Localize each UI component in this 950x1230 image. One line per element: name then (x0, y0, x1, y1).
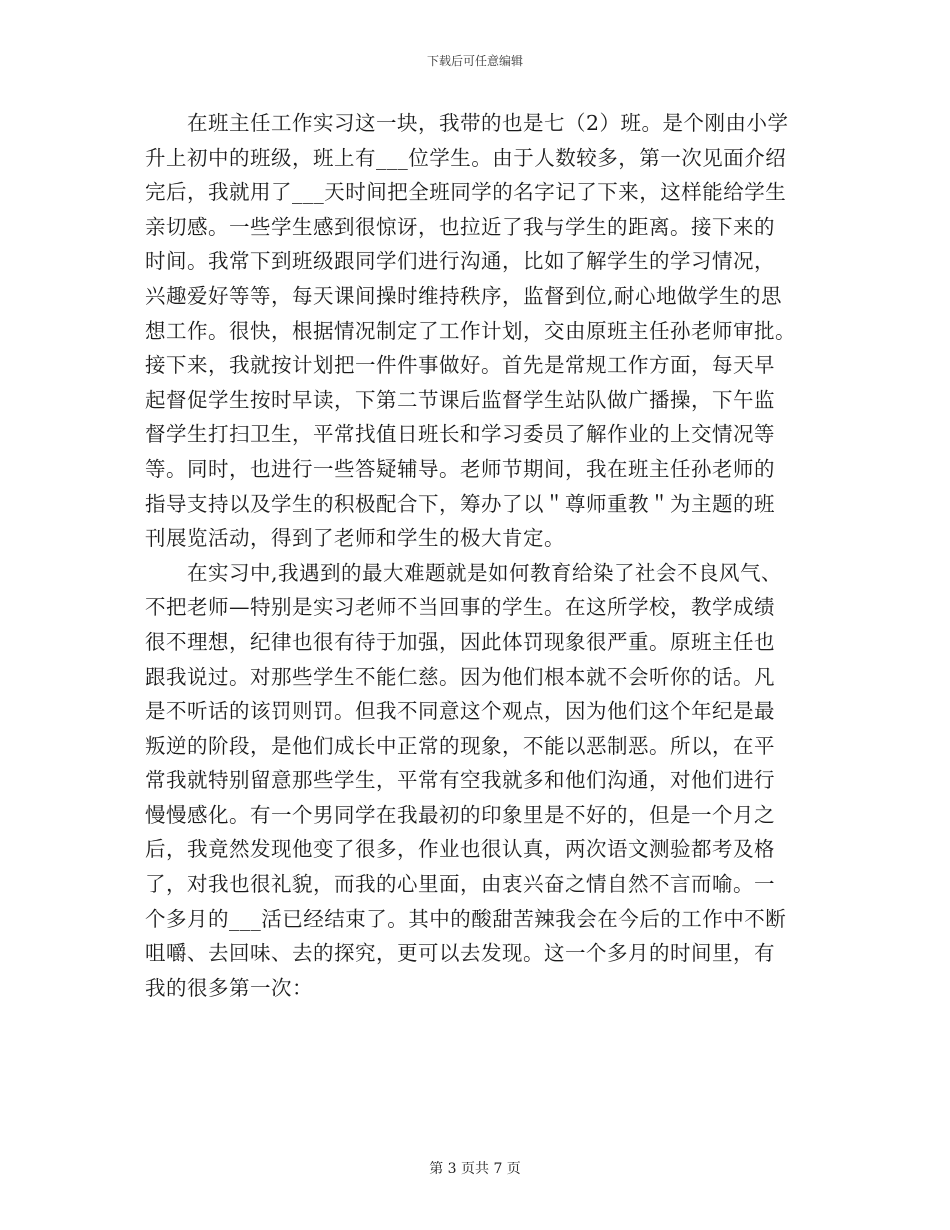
text-line: 慢慢感化。有一个男同学在我最初的印象里是不好的，但是一个月之 (145, 802, 775, 827)
text-line: 常我就特别留意那些学生，平常有空我就多和他们沟通，对他们进行 (145, 768, 775, 793)
text-line: 我的很多第一次： (145, 975, 313, 1000)
text-line: 后，我竟然发现他变了很多，作业也很认真，两次语文测验都考及格 (145, 837, 775, 862)
text-line: 了，对我也很礼貌，而我的心里面，由衷兴奋之情自然不言而喻。一 (145, 872, 775, 897)
text-line: 不把老师—特别是实习老师不当回事的学生。在这所学校，教学成绩 (145, 595, 775, 620)
text-line: 兴趣爱好等等，每天课间操时维持秩序，监督到位,耐心地做学生的思 (145, 283, 783, 308)
text-line: 接下来，我就按计划把一件件事做好。首先是常规工作方面，每天早 (145, 353, 775, 378)
text-line: 完后，我就用了___天时间把全班同学的名字记了下来，这样能给学生 (145, 180, 787, 205)
text-line: 时间。我常下到班级跟同学们进行沟通，比如了解学生的学习情况， (145, 249, 775, 274)
text-line: 亲切感。一些学生感到很惊讶，也拉近了我与学生的距离。接下来的 (145, 214, 775, 239)
text-line: 是不听话的该罚则罚。但我不同意这个观点，因为他们这个年纪是最 (145, 699, 775, 724)
paragraph (145, 106, 805, 556)
text-line: 想工作。很快，根据情况制定了工作计划，交由原班主任孙老师审批。 (145, 318, 796, 343)
text-line: 指导支持以及学生的积极配合下，筹办了以＂尊师重教＂为主题的班 (145, 491, 775, 516)
text-line: 起督促学生按时早读，下第二节课后监督学生站队做广播操，下午监 (145, 387, 775, 412)
text-line: 个多月的___活已经结束了。其中的酸甜苦辣我会在今后的工作中不断 (145, 906, 787, 931)
text-line: 在班主任工作实习这一块，我带的也是七（2）班。是个刚由小学 (187, 111, 789, 135)
paragraph (145, 556, 805, 1006)
text-line: 在实习中,我遇到的最大难题就是如何教育给染了社会不良风气、 (187, 560, 783, 585)
text-line: 很不理想，纪律也很有待于加强，因此体罚现象很严重。原班主任也 (145, 629, 775, 654)
text-line: 叛逆的阶段，是他们成长中正常的现象，不能以恶制恶。所以，在平 (145, 733, 775, 758)
page-number: 第 3 页共 7 页 (429, 1161, 521, 1177)
document-body (145, 106, 805, 1005)
text-line: 等。同时，也进行一些答疑辅导。老师节期间，我在班主任孙老师的 (145, 456, 775, 481)
page-header: 下载后可任意编辑 (426, 54, 523, 68)
text-line: 督学生打扫卫生，平常找值日班长和学习委员了解作业的上交情况等 (145, 422, 775, 447)
text-line: 刊展览活动，得到了老师和学生的极大肯定。 (145, 526, 565, 551)
text-line: 升上初中的班级，班上有___位学生。由于人数较多，第一次见面介绍 (145, 145, 787, 170)
text-line: 跟我说过。对那些学生不能仁慈。因为他们根本就不会听你的话。凡 (145, 664, 775, 689)
text-line: 咀嚼、去回味、去的探究，更可以去发现。这一个多月的时间里，有 (145, 941, 775, 966)
